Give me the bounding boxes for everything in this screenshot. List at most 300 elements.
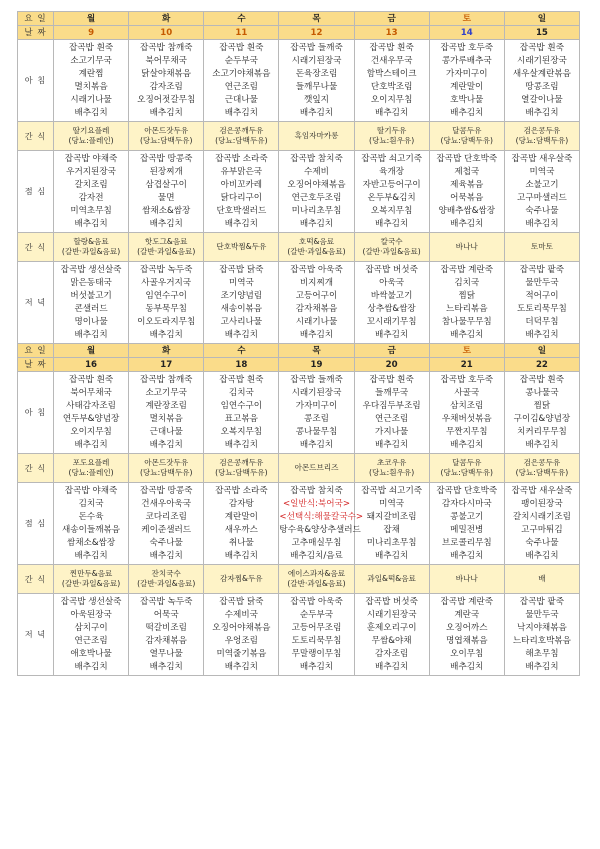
menu-item: 고추매실무침 xyxy=(291,537,342,548)
lunch-menu-cell xyxy=(204,483,279,565)
menu-item: 잔치국수 xyxy=(151,568,181,578)
menu-item: 배추김치 xyxy=(450,439,484,450)
menu-item: 사골국 xyxy=(454,387,480,398)
breakfast-row xyxy=(18,372,580,454)
menu-item: (갈반·과일&음료) xyxy=(137,579,196,588)
menu-item: 아몬드브리즈 xyxy=(294,462,339,472)
menu-item: 시래기된장국 xyxy=(366,609,417,620)
menu-item: 시래기된장국 xyxy=(517,55,567,66)
menu-item: 우채버섯볶음 xyxy=(441,413,492,424)
menu-item: 감자탕 xyxy=(228,498,254,509)
menu-item: 동부묵무침 xyxy=(145,303,187,314)
menu-item: 임연수구이 xyxy=(145,290,187,301)
menu-item: (갈반·과일&음료) xyxy=(287,247,346,256)
menu-item: (당뇨:담백두유) xyxy=(440,468,494,477)
menu-item: 돼지갈비조림 xyxy=(366,511,417,522)
menu-item: 배추김치 xyxy=(149,550,183,561)
lunch-row xyxy=(18,151,580,233)
menu-item: 배추김치 xyxy=(224,107,258,118)
menu-item: 콩조림 xyxy=(304,413,329,424)
weekday-header-label: 요 일 xyxy=(18,12,54,26)
menu-item: 콩가루배추국 xyxy=(441,55,492,66)
menu-item: (당뇨:담백두유) xyxy=(215,468,268,477)
menu-item: 감자조림 xyxy=(149,81,183,92)
menu-item: 아욱국 xyxy=(379,277,405,288)
lunch-menu-cell xyxy=(54,483,129,565)
menu-item: 배추김치 xyxy=(450,550,484,561)
weekday-cell: 일 xyxy=(504,344,579,358)
dinner-menu-cell xyxy=(504,594,579,676)
menu-item: <일반식:북어국> xyxy=(282,498,351,509)
menu-item: 닭다리구이 xyxy=(220,192,263,203)
breakfast-menu-cell xyxy=(354,372,429,454)
menu-item: 잡곡밥 아욱죽 xyxy=(290,596,343,607)
menu-item: 느타리호박볶음 xyxy=(512,635,571,646)
pm-snack-menu-cell xyxy=(429,565,504,594)
menu-item: 잡곡밥 단호박죽 xyxy=(436,153,498,164)
menu-item: 들깨무나물 xyxy=(295,81,338,92)
menu-item: 잡곡밥 흰죽 xyxy=(369,374,414,385)
menu-item: 잡곡밥 생선살죽 xyxy=(60,264,122,275)
menu-item: 배추김치 xyxy=(74,107,108,118)
menu-item: (갈반·과일&음료) xyxy=(61,579,121,588)
menu-item: 연근조림 xyxy=(224,81,258,92)
menu-item: 근대나물 xyxy=(224,94,258,105)
menu-item: 미역국 xyxy=(529,166,555,177)
date-cell: 17 xyxy=(129,358,204,372)
menu-item: 잡곡밥 쇠고기죽 xyxy=(361,485,423,496)
menu-item: 잡곡밥 팥죽 xyxy=(519,264,565,275)
pm-snack-menu-cell xyxy=(204,565,279,594)
menu-item: 땅콩조림 xyxy=(525,81,559,92)
menu-item: 오이지무침 xyxy=(70,426,112,437)
menu-item: 배추김치 xyxy=(375,661,409,672)
menu-item: 수제비국 xyxy=(224,609,258,620)
menu-item: 김치국 xyxy=(78,498,104,509)
menu-item: (당뇨:흰우유) xyxy=(369,468,415,477)
menu-item: 배추김치 xyxy=(224,218,258,229)
menu-item: 도토리묵무침 xyxy=(517,303,567,314)
menu-item: 된장찌개 xyxy=(149,166,183,177)
lunch-menu-cell xyxy=(429,483,504,565)
menu-item: 삼치조림 xyxy=(450,400,484,411)
dinner-menu-cell xyxy=(204,262,279,344)
menu-item: 수제비 xyxy=(304,166,329,177)
menu-item: 갈치조림 xyxy=(74,179,108,190)
lunch-menu-cell xyxy=(279,151,354,233)
menu-item: 적어구이 xyxy=(525,290,559,301)
menu-item: 우다짐두부조림 xyxy=(362,400,421,411)
menu-item: 버섯불고기 xyxy=(70,290,112,301)
menu-item: 달콤두유 xyxy=(452,125,482,135)
breakfast-row xyxy=(18,40,580,122)
weekday-cell: 수 xyxy=(204,344,279,358)
pm-snack-menu-cell xyxy=(54,565,129,594)
menu-item: 배추김치 xyxy=(74,329,108,340)
menu-item: 북어무채국 xyxy=(70,387,112,398)
menu-item: 바나나 xyxy=(455,573,478,583)
menu-item: 콩불고기 xyxy=(450,511,484,522)
menu-item: 가자미구이 xyxy=(446,68,488,79)
menu-item: (당뇨:플레인) xyxy=(68,468,114,477)
menu-item: 온두부&김치 xyxy=(367,192,416,203)
menu-item: 임연수구이 xyxy=(220,400,263,411)
menu-item: 배추김치 xyxy=(525,439,559,450)
weekday-cell: 금 xyxy=(354,12,429,26)
menu-item: 가자미구이 xyxy=(295,400,338,411)
menu-item: 소불고기 xyxy=(525,179,559,190)
breakfast-menu-cell xyxy=(204,40,279,122)
menu-item: 순두부국 xyxy=(299,609,334,620)
date-cell: 13 xyxy=(354,26,429,40)
date-header-row xyxy=(18,358,580,372)
menu-item: 해초무침 xyxy=(525,648,559,659)
pm-snack-label: 간 식 xyxy=(18,233,54,262)
menu-item: 느타리볶음 xyxy=(446,303,488,314)
lunch-menu-cell xyxy=(204,151,279,233)
menu-item: 잡곡밥 버섯죽 xyxy=(365,596,418,607)
menu-item: 조기양념림 xyxy=(220,290,263,301)
date-cell: 11 xyxy=(204,26,279,40)
menu-item: 배추김치 xyxy=(450,329,484,340)
pm-snack-row xyxy=(18,233,580,262)
am-snack-label: 간 식 xyxy=(18,454,54,483)
menu-item: 할랑&음료 xyxy=(73,236,109,246)
menu-item: 오복지무침 xyxy=(370,205,413,216)
menu-item: 배추김치 xyxy=(450,107,484,118)
menu-item: 소고기무국 xyxy=(145,387,187,398)
am-snack-menu-cell xyxy=(429,122,504,151)
dinner-menu-cell xyxy=(429,262,504,344)
dinner-menu-cell xyxy=(129,594,204,676)
dinner-menu-cell xyxy=(279,262,354,344)
menu-item: 바나나 xyxy=(455,241,478,251)
menu-item: 김치국 xyxy=(228,387,254,398)
menu-item: 잡곡밥 흰죽 xyxy=(519,374,565,385)
menu-item: 사골우거지국 xyxy=(141,277,192,288)
dinner-menu-cell xyxy=(54,594,129,676)
menu-item: 배 xyxy=(538,573,546,583)
menu-item: 물면 xyxy=(157,192,175,203)
menu-item: 잡곡밥 참치죽 xyxy=(290,153,343,164)
menu-item: 연두부&양념장 xyxy=(62,413,120,424)
lunch-menu-cell xyxy=(354,483,429,565)
menu-item: 콩나물무침 xyxy=(295,426,338,437)
menu-item: 참나물무무침 xyxy=(441,316,492,327)
menu-item: 고구마샐러드 xyxy=(517,192,567,203)
am-snack-row xyxy=(18,122,580,151)
menu-item: 찜닭 xyxy=(533,400,551,411)
menu-item: 순두부국 xyxy=(224,55,258,66)
pm-snack-menu-cell xyxy=(129,233,204,262)
date-cell: 14 xyxy=(429,26,504,40)
menu-item: 꼬시래기무침 xyxy=(366,316,417,327)
am-snack-menu-cell xyxy=(279,122,354,151)
menu-item: 바싹불고기 xyxy=(370,290,413,301)
am-snack-menu-cell xyxy=(354,122,429,151)
menu-item: 잡곡밥 들깨죽 xyxy=(290,42,343,53)
menu-item: 맑은동태국 xyxy=(70,277,112,288)
weekday-cell: 금 xyxy=(354,344,429,358)
menu-item: 잡곡밥 단호박죽 xyxy=(436,485,498,496)
pm-snack-menu-cell xyxy=(279,233,354,262)
date-header-label: 날 짜 xyxy=(18,26,54,40)
menu-item: 잡곡밥 닭죽 xyxy=(219,264,264,275)
menu-item: 잡곡밥 참깨죽 xyxy=(139,42,193,53)
dinner-menu-cell xyxy=(54,262,129,344)
menu-item: 잡곡밥 소라죽 xyxy=(215,485,268,496)
breakfast-menu-cell xyxy=(429,372,504,454)
dinner-menu-cell xyxy=(279,594,354,676)
menu-item: 배추김치 xyxy=(525,661,559,672)
dinner-menu-cell xyxy=(354,594,429,676)
date-cell: 18 xyxy=(204,358,279,372)
am-snack-menu-cell xyxy=(204,454,279,483)
menu-item: 검은콩두유 xyxy=(523,125,561,135)
date-cell: 19 xyxy=(279,358,354,372)
lunch-row xyxy=(18,483,580,565)
weekday-cell: 목 xyxy=(279,344,354,358)
dinner-menu-cell xyxy=(354,262,429,344)
menu-item: 잡곡밥 땅콩죽 xyxy=(139,485,193,496)
menu-item: 탕수육&양상추샐러드 xyxy=(279,524,361,535)
menu-item: 감자채볶음 xyxy=(145,635,187,646)
menu-item: 명엽채볶음 xyxy=(446,635,488,646)
menu-item: 무짠지무침 xyxy=(446,426,488,437)
menu-item: 감자찜&두유 xyxy=(220,573,263,583)
breakfast-menu-cell xyxy=(54,372,129,454)
menu-item: 딸기두유 xyxy=(376,125,407,135)
am-snack-label: 간 식 xyxy=(18,122,54,151)
menu-item: 배추김치 xyxy=(224,550,258,561)
menu-item: 찜닭 xyxy=(458,290,476,301)
am-snack-menu-cell xyxy=(279,454,354,483)
menu-item: 열갈이나물 xyxy=(521,94,563,105)
menu-item: 김치국 xyxy=(454,277,480,288)
menu-item: 찐만두&음료 xyxy=(69,568,113,578)
breakfast-menu-cell xyxy=(279,40,354,122)
date-cell: 16 xyxy=(54,358,129,372)
weekday-cell: 월 xyxy=(54,344,129,358)
menu-item: 케이준샐러드 xyxy=(141,524,192,535)
menu-item: 잡곡밥 녹두죽 xyxy=(139,264,193,275)
weekday-cell: 화 xyxy=(129,344,204,358)
menu-item: 배추김치 xyxy=(450,218,484,229)
menu-item: 사태감자조림 xyxy=(66,400,116,411)
am-snack-menu-cell xyxy=(129,454,204,483)
menu-item: 새송이볶음 xyxy=(220,303,263,314)
menu-item: 취나물 xyxy=(228,537,254,548)
menu-item: 단호박샐러드 xyxy=(216,205,267,216)
menu-item: 배추김치 xyxy=(375,550,409,561)
menu-item: 시래기된장국 xyxy=(291,55,342,66)
breakfast-menu-cell xyxy=(129,40,204,122)
menu-item: 제육볶음 xyxy=(450,179,484,190)
breakfast-menu-cell xyxy=(504,372,579,454)
menu-item: 물만두국 xyxy=(525,277,559,288)
menu-item: (갈반·과일&음료) xyxy=(137,247,196,256)
menu-item: 잡곡밥 쇠고기죽 xyxy=(361,153,423,164)
menu-item: 배추김치 xyxy=(74,661,108,672)
menu-item: 숙주나물 xyxy=(525,205,559,216)
menu-item: (당뇨:담백두유) xyxy=(139,136,193,145)
menu-item: 감자다시마국 xyxy=(441,498,492,509)
menu-item: 배추김치 xyxy=(149,218,183,229)
date-cell: 15 xyxy=(504,26,579,40)
menu-item: 과일&떡&음료 xyxy=(367,573,416,583)
menu-item: 북어무채국 xyxy=(145,55,187,66)
am-snack-menu-cell xyxy=(204,122,279,151)
menu-item: 새우살계란볶음 xyxy=(512,68,571,79)
menu-item: 무말랭이무침 xyxy=(291,648,342,659)
pm-snack-menu-cell xyxy=(429,233,504,262)
weekday-cell: 토 xyxy=(429,344,504,358)
menu-item: 배추김치 xyxy=(224,661,258,672)
breakfast-menu-cell xyxy=(204,372,279,454)
menu-item: 호박나물 xyxy=(450,94,484,105)
menu-item: 토마토 xyxy=(530,241,553,251)
menu-item: 시래기나물 xyxy=(70,94,112,105)
dinner-menu-cell xyxy=(129,262,204,344)
menu-item: (갈반·과일&음료) xyxy=(61,247,121,256)
lunch-label: 점 심 xyxy=(18,151,54,233)
menu-item: 쌈채소&쌈장 xyxy=(142,205,191,216)
menu-item: 새우까스 xyxy=(224,524,258,535)
menu-item: 잡곡밥 땅콩죽 xyxy=(139,153,193,164)
pm-snack-menu-cell xyxy=(129,565,204,594)
weekday-cell: 목 xyxy=(279,12,354,26)
menu-item: 소고기무국 xyxy=(70,55,112,66)
menu-item: 잡곡밥 아욱죽 xyxy=(290,264,343,275)
menu-item: 잡곡밥 호두죽 xyxy=(440,42,494,53)
menu-item: 숙주나물 xyxy=(149,537,183,548)
date-cell: 20 xyxy=(354,358,429,372)
menu-item: 표고볶음 xyxy=(224,413,258,424)
menu-item: 계란국 xyxy=(454,609,480,620)
menu-item: 닭살야채볶음 xyxy=(141,68,192,79)
menu-item: 함박스테이크 xyxy=(366,68,417,79)
date-header-row xyxy=(18,26,580,40)
menu-item: 호떡&음료 xyxy=(298,236,335,246)
date-cell: 22 xyxy=(504,358,579,372)
menu-item: 흑임자마카롱 xyxy=(294,130,339,140)
menu-item: 아몬드잣두유 xyxy=(144,125,189,135)
dinner-menu-cell xyxy=(204,594,279,676)
pm-snack-row xyxy=(18,565,580,594)
menu-item: (당뇨:흰우유) xyxy=(369,136,415,145)
weekday-header-row xyxy=(18,344,580,358)
menu-item: 고등어무조림 xyxy=(291,622,342,633)
lunch-menu-cell xyxy=(504,483,579,565)
menu-item: 배추김치 xyxy=(525,218,559,229)
menu-item: 연근호두조림 xyxy=(291,192,342,203)
pm-snack-menu-cell xyxy=(279,565,354,594)
lunch-menu-cell xyxy=(54,151,129,233)
dinner-label: 저 녁 xyxy=(18,262,54,344)
lunch-menu-cell xyxy=(129,483,204,565)
menu-item: 잡곡밥 흰죽 xyxy=(219,42,264,53)
menu-item: 오징어젓갈무침 xyxy=(137,94,196,105)
menu-item: 오징어야채볶음 xyxy=(212,622,271,633)
lunch-menu-cell xyxy=(129,151,204,233)
menu-item: 근대나물 xyxy=(149,426,183,437)
menu-item: 배추김치 xyxy=(525,329,559,340)
pm-snack-menu-cell xyxy=(204,233,279,262)
menu-item: 잡곡밥 야채죽 xyxy=(64,485,118,496)
breakfast-label: 아 침 xyxy=(18,40,54,122)
menu-item: 가지나물 xyxy=(375,426,409,437)
date-header-label: 날 짜 xyxy=(18,358,54,372)
menu-item: 배추김치 xyxy=(74,550,108,561)
menu-item: 자반고등어구이 xyxy=(362,179,421,190)
menu-item: 배추김치 xyxy=(375,329,409,340)
am-snack-menu-cell xyxy=(504,454,579,483)
menu-item: (당뇨:담백두유) xyxy=(215,136,268,145)
menu-item: 배추김치 xyxy=(375,107,409,118)
menu-item: 배추김치 xyxy=(299,329,334,340)
weekday-header-label: 요 일 xyxy=(18,344,54,358)
am-snack-row xyxy=(18,454,580,483)
menu-item: 잡곡밥 참깨죽 xyxy=(139,374,193,385)
dinner-menu-cell xyxy=(504,262,579,344)
menu-item: 배추김치 xyxy=(299,661,334,672)
menu-item: 고등어구이 xyxy=(295,290,338,301)
breakfast-menu-cell xyxy=(279,372,354,454)
menu-item: 미나리초무침 xyxy=(291,205,342,216)
menu-item: 치커리무무침 xyxy=(517,426,567,437)
menu-item: 칼국수 xyxy=(380,236,403,246)
menu-item: 잡채 xyxy=(383,524,400,535)
menu-item: 잡곡밥 버섯죽 xyxy=(365,264,418,275)
menu-item: 오징어야채볶음 xyxy=(287,179,346,190)
menu-item: 미역초무침 xyxy=(70,205,112,216)
menu-item: 잡곡밥 생선살죽 xyxy=(60,596,122,607)
am-snack-menu-cell xyxy=(129,122,204,151)
menu-item: (당뇨:플레인) xyxy=(68,136,114,145)
pm-snack-menu-cell xyxy=(354,565,429,594)
menu-item: 잡곡밥 흰죽 xyxy=(68,374,114,385)
menu-item: 오복지무침 xyxy=(220,426,263,437)
menu-item: 계란장조림 xyxy=(145,400,187,411)
menu-item: (갈반·과일&음료) xyxy=(362,247,421,256)
menu-item: 물만두국 xyxy=(525,609,559,620)
menu-item: 검은콩두유 xyxy=(523,457,561,467)
menu-item: (당뇨:담백두유) xyxy=(515,468,569,477)
menu-item: 돈육장조림 xyxy=(295,68,338,79)
menu-item: 배추김치 xyxy=(375,218,409,229)
menu-item: 배추김치 xyxy=(224,439,258,450)
weekday-cell: 화 xyxy=(129,12,204,26)
menu-item: 잡곡밥 들깨죽 xyxy=(290,374,343,385)
lunch-menu-cell xyxy=(504,151,579,233)
menu-item: 포도요플레 xyxy=(72,457,110,467)
am-snack-menu-cell xyxy=(54,122,129,151)
menu-item: 감자채볶음 xyxy=(295,303,338,314)
am-snack-menu-cell xyxy=(354,454,429,483)
menu-item: 잡곡밥 흰죽 xyxy=(369,42,414,53)
menu-item: 열무나물 xyxy=(149,648,183,659)
menu-item: 연근조림 xyxy=(375,413,409,424)
menu-item: 육개장 xyxy=(379,166,405,177)
menu-item: 갈치시래기조림 xyxy=(512,511,571,522)
menu-item: 달콤두유 xyxy=(452,457,482,467)
menu-item: 검은콩깨두유 xyxy=(219,125,264,135)
menu-item: <선택식:해물칼국수> xyxy=(279,511,364,522)
menu-item: 잡곡밥 소라죽 xyxy=(215,153,268,164)
am-snack-menu-cell xyxy=(54,454,129,483)
menu-item: 시래기나물 xyxy=(295,316,338,327)
dinner-menu-cell xyxy=(429,594,504,676)
